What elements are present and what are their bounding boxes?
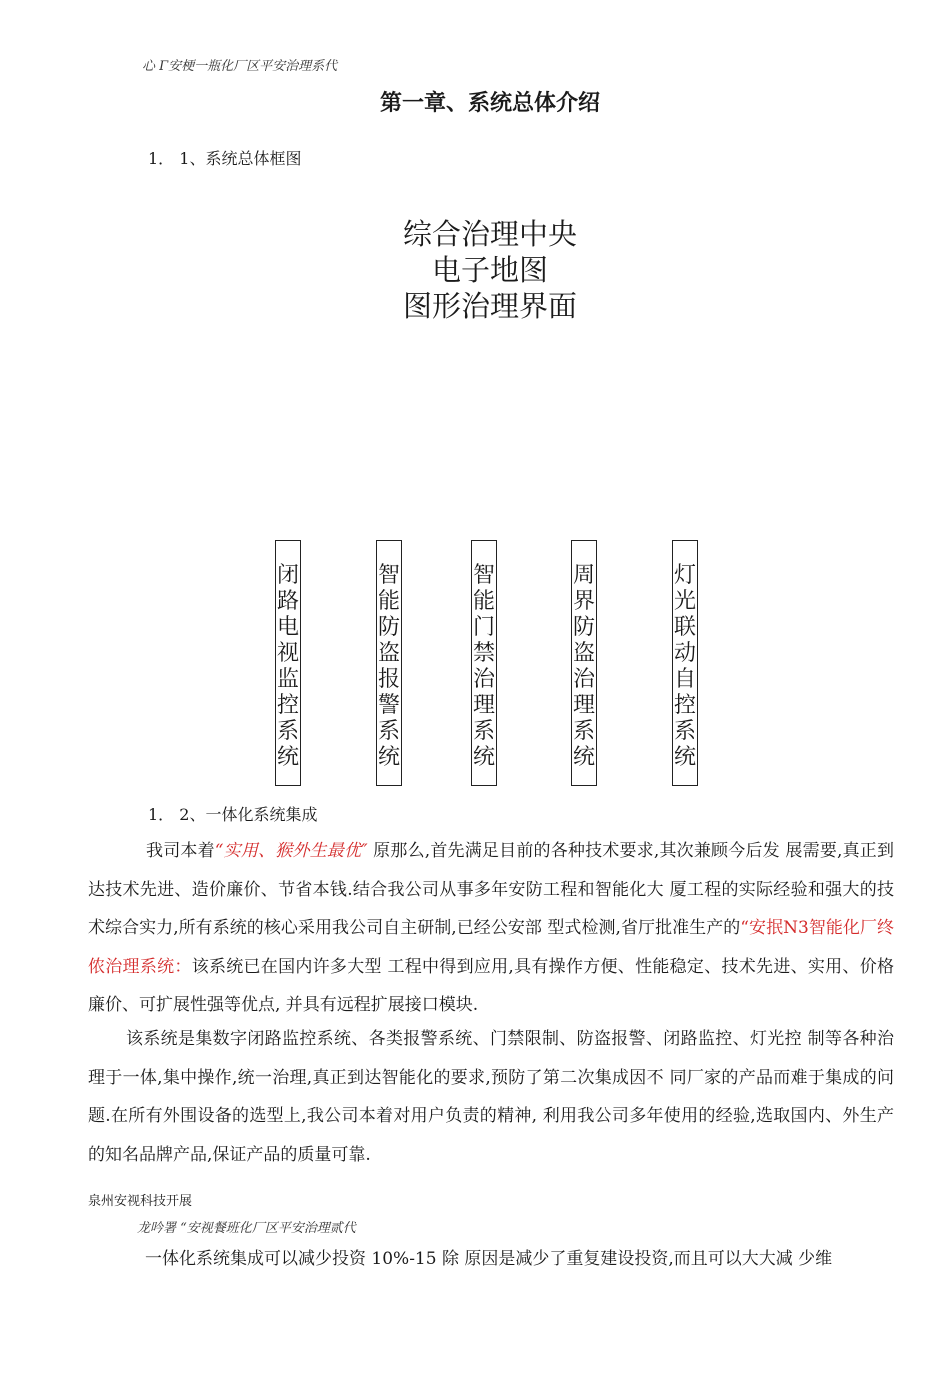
section-heading-2: 1． 2、一体化系统集成 <box>148 805 318 824</box>
page-header: 心 Γ安梗一瓶化厂区平安治理系代 <box>142 59 338 74</box>
subsystem-box-alarm: 智能防盗报警系统 <box>376 540 402 786</box>
central-management-block <box>0 216 950 324</box>
subsystem-box-cctv: 闭路电视监控系统 <box>275 540 301 786</box>
subsystem-box-access: 智能门禁治理系统 <box>471 540 497 786</box>
central-line-2: 电子地图 <box>431 253 548 287</box>
central-line-3: 图形治理界面 <box>402 289 577 323</box>
subsystem-box-perimeter: 周界防盗治理系统 <box>571 540 597 786</box>
central-line-1: 综合治理中央 <box>402 217 577 251</box>
p1-text-c: 该系统已在国内许多大型 工程中得到应用,具有操作方便、性能稳定、技术先进、实用、价格廉价、可扩展性强等优点, 并具有远程扩展接口模块. <box>88 956 894 1016</box>
header2-mark: 龙吟署 <box>137 1221 177 1236</box>
p1-text-b: 原那么,首先满足目前的各种技术要求,其次兼顾今后发 展需要,真正到达技术先进、造价廉价、节省本钱.结合我公司从事多年安防工程和智能化大 厦工程的实际经验和强大的技术综合实力,所有系统的核心采用我公司自主研制,已经公安部 型式检测,省厅批准生产的 <box>88 841 894 939</box>
page-footer: 泉州安视科技开展 <box>88 1194 193 1209</box>
header2-title: “安视餐班化厂区平安治理贰代 <box>180 1221 356 1236</box>
subsystem-box-lighting: 灯光联动自控系统 <box>672 540 698 786</box>
page-header-2 <box>137 1217 356 1236</box>
section-heading-1: 1． 1、系统总体框图 <box>148 149 302 168</box>
p1-text-a: 我司本着 <box>146 841 215 861</box>
continuation-line: 一体化系统集成可以减少投资 10%-15 除 原因是减少了重复建设投资,而且可以大大减 少维 <box>145 1249 833 1269</box>
p1-product-name: “安抿N3智能化厂终侬治理系统： <box>88 918 894 977</box>
paragraph-1 <box>88 832 894 1025</box>
p1-quote: “实用、猴外生最优″ <box>214 841 368 861</box>
paragraph-2: 该系统是集数字闭路监控系统、各类报警系统、门禁限制、防盗报警、闭路监控、灯光控 制等各种治理于一体,集中操作,统一治理,真正到达智能化的要求,预防了第二次集成因不 同厂家的产品而难于集成的问题.在所有外围设备的选型上,我公司本着对用户负责的精神, 利用我公司多年使用的经验,选取国内、外生产的知名品牌产品,保证产品的质量可靠. <box>88 1029 894 1165</box>
chapter-title: 第一章、系统总体介绍 <box>379 91 600 116</box>
